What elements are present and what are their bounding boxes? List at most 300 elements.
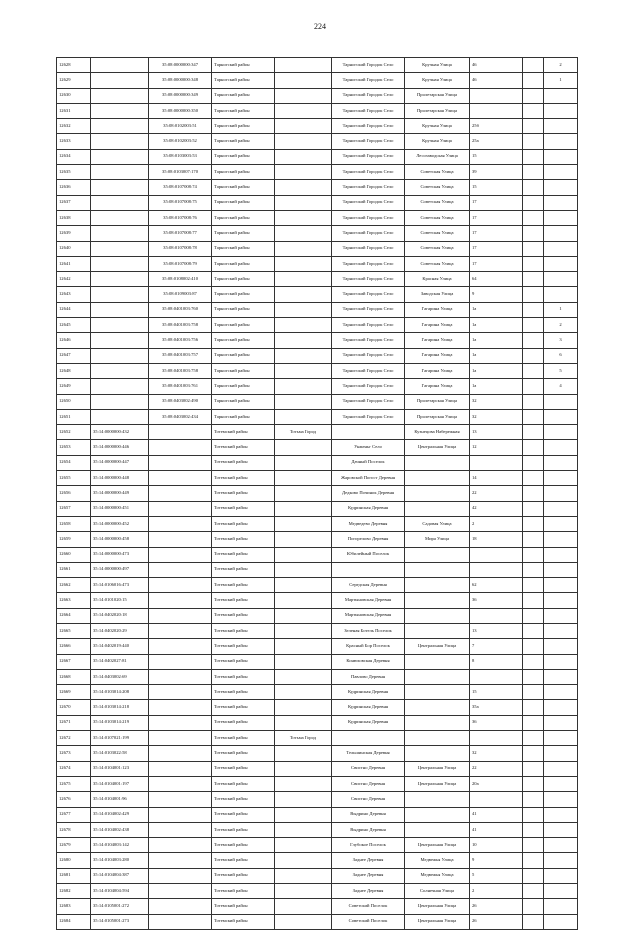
cell-no: 12656: [57, 486, 91, 501]
cell-i: [544, 486, 578, 501]
cell-no: 12680: [57, 853, 91, 868]
table-row: [57, 899, 578, 914]
cell-i: [544, 715, 578, 730]
cell-h: [523, 165, 544, 180]
cell-h: [523, 134, 544, 149]
cell-b: 35:08:0107008:76: [149, 210, 212, 225]
cell-d: [275, 776, 332, 791]
cell-h: [523, 103, 544, 118]
cell-no: 12646: [57, 333, 91, 348]
cell-g: [470, 669, 523, 684]
table-row: [57, 486, 578, 501]
cell-g: [470, 792, 523, 807]
cell-e: Тарногский Городок Село: [332, 409, 405, 424]
cell-b: [149, 425, 212, 440]
cell-h: [523, 639, 544, 654]
cell-d: [275, 746, 332, 761]
cell-f: Гагарина Улица: [405, 363, 470, 378]
cell-f: Центральная Улица: [405, 914, 470, 929]
cell-c: Тотемский район: [212, 761, 275, 776]
cell-d: [275, 88, 332, 103]
table-row: [57, 700, 578, 715]
cell-d: [275, 455, 332, 470]
cell-no: 12665: [57, 623, 91, 638]
cell-f: Гагарина Улица: [405, 318, 470, 333]
cell-e: Красный Бор Поселок: [332, 639, 405, 654]
cell-g: 1а: [470, 363, 523, 378]
cell-h: [523, 272, 544, 287]
cell-c: Тарногский район: [212, 180, 275, 195]
cell-h: [523, 608, 544, 623]
cell-e: Тарногский Городок Село: [332, 103, 405, 118]
cell-a: 35:14:0104001:197: [91, 776, 149, 791]
cell-no: 12657: [57, 501, 91, 516]
cell-no: 12640: [57, 241, 91, 256]
table-row: [57, 425, 578, 440]
cell-i: [544, 776, 578, 791]
cell-d: [275, 348, 332, 363]
cell-d: [275, 700, 332, 715]
cell-no: 12634: [57, 149, 91, 164]
cell-no: 12645: [57, 318, 91, 333]
cell-g: 18: [470, 532, 523, 547]
cell-c: Тарногский район: [212, 165, 275, 180]
cell-c: Тарногский район: [212, 348, 275, 363]
cell-a: [91, 149, 149, 164]
cell-g: [470, 608, 523, 623]
page-number: 224: [314, 22, 326, 31]
cell-g: [470, 88, 523, 103]
cell-g: 2: [470, 516, 523, 531]
cell-no: 12632: [57, 119, 91, 134]
cell-b: 35:08:0401003:758: [149, 318, 212, 333]
cell-c: Тарногский район: [212, 134, 275, 149]
cell-c: Тотемский район: [212, 914, 275, 929]
cell-a: [91, 272, 149, 287]
table-row: [57, 165, 578, 180]
cell-h: [523, 394, 544, 409]
cell-a: 35:14:0104001:96: [91, 792, 149, 807]
cell-h: [523, 746, 544, 761]
cell-d: Тотьма Город: [275, 425, 332, 440]
cell-i: [544, 578, 578, 593]
cell-i: [544, 272, 578, 287]
cell-d: [275, 318, 332, 333]
cell-a: 35:14:0104002:438: [91, 822, 149, 837]
cell-e: Кудринская Деревня: [332, 501, 405, 516]
cell-f: Солнечная Улица: [405, 884, 470, 899]
cell-a: 35:14:0106016:473: [91, 578, 149, 593]
cell-no: 12635: [57, 165, 91, 180]
cell-c: Тарногский район: [212, 394, 275, 409]
cell-g: 26: [470, 899, 523, 914]
table-row: [57, 241, 578, 256]
cell-i: [544, 822, 578, 837]
cell-d: [275, 685, 332, 700]
cell-d: [275, 363, 332, 378]
cell-e: Советский Поселок: [332, 914, 405, 929]
cell-c: Тотемский район: [212, 899, 275, 914]
cell-no: 12672: [57, 731, 91, 746]
cell-c: Тотемский район: [212, 746, 275, 761]
cell-no: 12681: [57, 868, 91, 883]
cell-g: 20а: [470, 776, 523, 791]
cell-a: [91, 348, 149, 363]
cell-g: 1а: [470, 379, 523, 394]
cell-b: [149, 731, 212, 746]
cell-c: Тарногский район: [212, 241, 275, 256]
cell-g: 35а: [470, 700, 523, 715]
cell-a: [91, 302, 149, 317]
cell-e: Середская Деревня: [332, 578, 405, 593]
cell-c: Тарногский район: [212, 318, 275, 333]
cell-no: 12673: [57, 746, 91, 761]
cell-no: 12679: [57, 838, 91, 853]
cell-i: [544, 241, 578, 256]
cell-c: Тарногский район: [212, 103, 275, 118]
cell-e: Тарногский Городок Село: [332, 149, 405, 164]
cell-i: [544, 746, 578, 761]
cell-i: [544, 623, 578, 638]
cell-no: 12677: [57, 807, 91, 822]
cell-no: 12661: [57, 562, 91, 577]
cell-h: [523, 731, 544, 746]
cell-g: 12: [470, 440, 523, 455]
cell-b: [149, 501, 212, 516]
cell-a: [91, 210, 149, 225]
cell-c: Тотемский район: [212, 623, 275, 638]
table-row: [57, 256, 578, 271]
cell-e: Тарногский Городок Село: [332, 287, 405, 302]
cell-h: [523, 792, 544, 807]
cell-b: 35:08:0000000:350: [149, 103, 212, 118]
cell-i: [544, 394, 578, 409]
cell-no: 12642: [57, 272, 91, 287]
cell-h: [523, 486, 544, 501]
table-row: [57, 761, 578, 776]
table-row: [57, 455, 578, 470]
cell-d: [275, 119, 332, 134]
cell-g: 32: [470, 409, 523, 424]
cell-d: [275, 822, 332, 837]
cell-a: 35:14:0000000:452: [91, 516, 149, 531]
cell-f: Центральная Улица: [405, 899, 470, 914]
cell-g: 9: [470, 853, 523, 868]
cell-f: [405, 807, 470, 822]
cell-b: [149, 761, 212, 776]
cell-f: [405, 685, 470, 700]
cell-e: Тарногский Городок Село: [332, 379, 405, 394]
table-row: [57, 807, 578, 822]
cell-i: [544, 440, 578, 455]
cell-e: Павлово Деревня: [332, 669, 405, 684]
cell-g: 10: [470, 838, 523, 853]
cell-f: [405, 562, 470, 577]
cell-b: [149, 884, 212, 899]
cell-b: [149, 807, 212, 822]
registry-table: [56, 57, 578, 930]
cell-c: Тотемский район: [212, 685, 275, 700]
cell-e: Кудринская Деревня: [332, 685, 405, 700]
cell-h: [523, 654, 544, 669]
cell-c: Тотемский район: [212, 547, 275, 562]
cell-e: Унженьг Село: [332, 440, 405, 455]
cell-a: [91, 256, 149, 271]
cell-f: Кручная Улица: [405, 134, 470, 149]
cell-h: [523, 88, 544, 103]
cell-a: 35:14:0000000:449: [91, 486, 149, 501]
cell-c: Тотемский район: [212, 838, 275, 853]
cell-i: [544, 532, 578, 547]
cell-h: [523, 256, 544, 271]
cell-h: [523, 776, 544, 791]
cell-b: [149, 868, 212, 883]
cell-b: [149, 455, 212, 470]
cell-f: Садовая Улица: [405, 516, 470, 531]
cell-f: Кручная Улица: [405, 58, 470, 73]
cell-i: [544, 256, 578, 271]
cell-d: [275, 226, 332, 241]
table-row: [57, 119, 578, 134]
cell-f: [405, 471, 470, 486]
cell-c: Тотемский район: [212, 792, 275, 807]
cell-a: 35:14:0000000:446: [91, 440, 149, 455]
cell-a: 35:14:0104004:594: [91, 884, 149, 899]
cell-g: 8: [470, 654, 523, 669]
cell-i: [544, 119, 578, 134]
cell-e: Свистно Деревня: [332, 761, 405, 776]
cell-i: [544, 287, 578, 302]
cell-no: 12651: [57, 409, 91, 424]
cell-f: Центральная Улица: [405, 776, 470, 791]
cell-d: [275, 333, 332, 348]
table-row: [57, 134, 578, 149]
table-row: [57, 578, 578, 593]
cell-d: [275, 838, 332, 853]
cell-g: 25а: [470, 134, 523, 149]
cell-h: [523, 669, 544, 684]
cell-c: Тарногский район: [212, 149, 275, 164]
cell-f: Пролетарская Улица: [405, 409, 470, 424]
cell-i: [544, 685, 578, 700]
cell-d: [275, 256, 332, 271]
table-row: [57, 822, 578, 837]
cell-no: 12650: [57, 394, 91, 409]
cell-b: [149, 700, 212, 715]
cell-c: Тотемский район: [212, 471, 275, 486]
cell-c: Тотемский район: [212, 776, 275, 791]
cell-no: 12659: [57, 532, 91, 547]
cell-c: Тотемский район: [212, 425, 275, 440]
cell-h: [523, 409, 544, 424]
cell-f: Медвежья Улица: [405, 868, 470, 883]
cell-d: [275, 547, 332, 562]
cell-e: Юбилейный Поселок: [332, 547, 405, 562]
cell-a: 35:14:0000000:497: [91, 562, 149, 577]
cell-no: 12671: [57, 715, 91, 730]
cell-a: [91, 180, 149, 195]
cell-d: [275, 287, 332, 302]
cell-h: [523, 914, 544, 929]
cell-i: 3: [544, 333, 578, 348]
cell-c: Тарногский район: [212, 73, 275, 88]
cell-h: [523, 547, 544, 562]
cell-b: [149, 822, 212, 837]
cell-no: 12638: [57, 210, 91, 225]
cell-i: [544, 547, 578, 562]
cell-a: 35:14:0103022:58: [91, 746, 149, 761]
cell-f: [405, 792, 470, 807]
cell-b: 35:08:0102003:51: [149, 119, 212, 134]
cell-a: 35:14:0402019:440: [91, 639, 149, 654]
cell-a: [91, 226, 149, 241]
cell-c: Тотемский район: [212, 807, 275, 822]
cell-a: 35:14:0104003:280: [91, 853, 149, 868]
cell-b: [149, 471, 212, 486]
cell-g: 15: [470, 149, 523, 164]
cell-a: 35:14:0104003:142: [91, 838, 149, 853]
cell-no: 12648: [57, 363, 91, 378]
cell-d: [275, 471, 332, 486]
cell-g: 64: [470, 272, 523, 287]
cell-g: 17: [470, 210, 523, 225]
table-row: [57, 363, 578, 378]
cell-e: Кудринская Деревня: [332, 715, 405, 730]
cell-b: [149, 440, 212, 455]
cell-a: 35:14:0000000:451: [91, 501, 149, 516]
cell-g: 17: [470, 226, 523, 241]
cell-e: [332, 731, 405, 746]
cell-b: [149, 654, 212, 669]
cell-e: Медведево Деревня: [332, 516, 405, 531]
cell-b: 35:08:0102003:52: [149, 134, 212, 149]
cell-i: [544, 195, 578, 210]
cell-h: [523, 593, 544, 608]
cell-c: Тарногский район: [212, 272, 275, 287]
cell-f: Гагарина Улица: [405, 379, 470, 394]
cell-e: Тарногский Городок Село: [332, 363, 405, 378]
cell-d: [275, 654, 332, 669]
cell-f: [405, 578, 470, 593]
cell-c: Тотемский район: [212, 669, 275, 684]
cell-h: [523, 440, 544, 455]
cell-f: [405, 700, 470, 715]
cell-d: [275, 639, 332, 654]
table-row: [57, 318, 578, 333]
cell-e: Тарногский Городок Село: [332, 134, 405, 149]
cell-h: [523, 119, 544, 134]
table-row: [57, 532, 578, 547]
cell-e: Заднее Деревня: [332, 853, 405, 868]
cell-i: [544, 149, 578, 164]
cell-g: 17: [470, 195, 523, 210]
table-row: [57, 210, 578, 225]
table-row: [57, 639, 578, 654]
cell-no: 12684: [57, 914, 91, 929]
cell-b: [149, 593, 212, 608]
cell-c: Тотемский район: [212, 593, 275, 608]
cell-b: [149, 547, 212, 562]
cell-b: 35:08:0401003:756: [149, 333, 212, 348]
cell-no: 12637: [57, 195, 91, 210]
cell-a: 35:14:0000000:432: [91, 425, 149, 440]
cell-b: 35:08:0401003:761: [149, 379, 212, 394]
cell-f: Советская Улица: [405, 210, 470, 225]
cell-d: [275, 394, 332, 409]
table-row: [57, 884, 578, 899]
cell-b: [149, 776, 212, 791]
cell-a: [91, 333, 149, 348]
table-row: [57, 654, 578, 669]
cell-d: [275, 165, 332, 180]
cell-e: Тельшинская Деревня: [332, 746, 405, 761]
cell-b: [149, 608, 212, 623]
cell-c: Тарногский район: [212, 333, 275, 348]
cell-a: 35:14:0000000:447: [91, 455, 149, 470]
cell-f: Советская Улица: [405, 180, 470, 195]
cell-no: 12667: [57, 654, 91, 669]
cell-d: [275, 593, 332, 608]
cell-c: Тарногский район: [212, 409, 275, 424]
cell-g: [470, 547, 523, 562]
cell-g: [470, 455, 523, 470]
cell-f: Гагарина Улица: [405, 348, 470, 363]
cell-f: Советская Улица: [405, 195, 470, 210]
cell-h: [523, 822, 544, 837]
cell-g: 1а: [470, 348, 523, 363]
cell-i: [544, 471, 578, 486]
cell-c: Тотемский район: [212, 822, 275, 837]
cell-a: [91, 379, 149, 394]
cell-f: [405, 746, 470, 761]
cell-no: 12663: [57, 593, 91, 608]
cell-a: [91, 88, 149, 103]
cell-i: [544, 425, 578, 440]
cell-f: Пролетарская Улица: [405, 394, 470, 409]
cell-b: [149, 639, 212, 654]
table-row: [57, 547, 578, 562]
table-row: [57, 623, 578, 638]
cell-c: Тотемский район: [212, 700, 275, 715]
cell-e: Тарногский Городок Село: [332, 195, 405, 210]
cell-h: [523, 884, 544, 899]
table-row: [57, 302, 578, 317]
cell-c: Тотемский район: [212, 868, 275, 883]
cell-f: [405, 731, 470, 746]
cell-h: [523, 348, 544, 363]
table-row: [57, 195, 578, 210]
cell-h: [523, 149, 544, 164]
cell-d: [275, 379, 332, 394]
cell-f: [405, 623, 470, 638]
cell-no: 12676: [57, 792, 91, 807]
cell-no: 12653: [57, 440, 91, 455]
cell-i: [544, 516, 578, 531]
cell-g: 13: [470, 425, 523, 440]
cell-no: 12683: [57, 899, 91, 914]
cell-c: Тарногский район: [212, 195, 275, 210]
cell-h: [523, 180, 544, 195]
cell-i: [544, 654, 578, 669]
cell-f: [405, 822, 470, 837]
cell-i: 6: [544, 348, 578, 363]
cell-d: Тотьма Город: [275, 731, 332, 746]
cell-e: Выдрино Деревня: [332, 807, 405, 822]
cell-g: 36: [470, 715, 523, 730]
cell-d: [275, 302, 332, 317]
table-row: [57, 516, 578, 531]
cell-a: 35:14:0000000:448: [91, 471, 149, 486]
